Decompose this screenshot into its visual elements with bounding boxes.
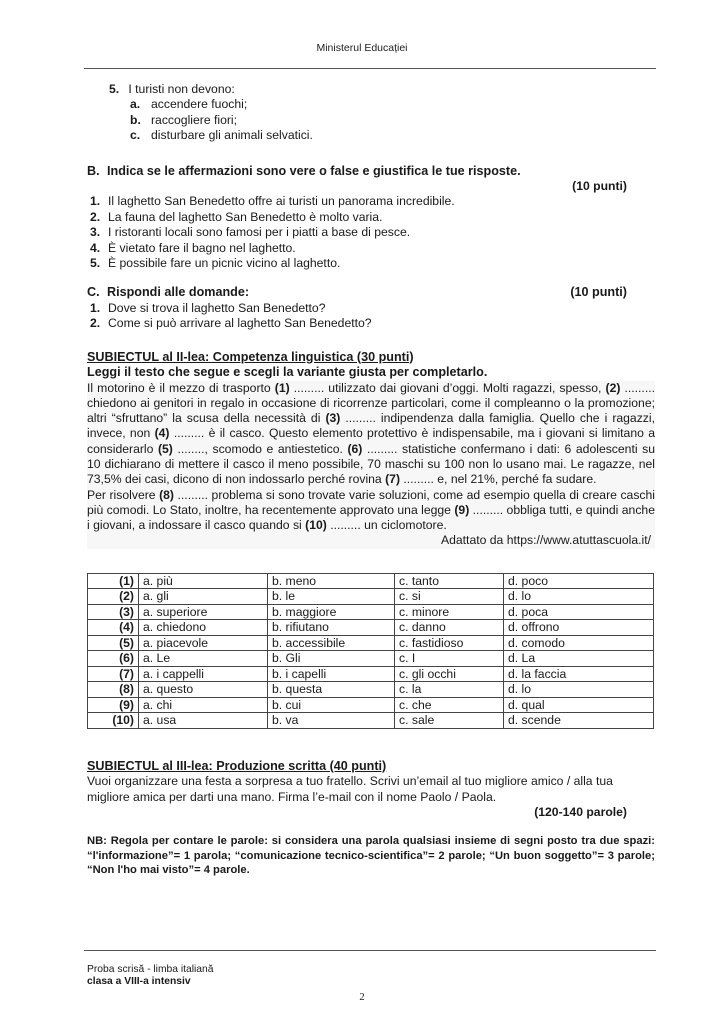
list-item [90,301,655,316]
item-text: I ristoranti locali sono famosi per i piatti a base di pesce. [108,225,411,240]
option-b-cell: b. questa [268,682,395,698]
option-c-cell: c. minore [395,604,504,620]
option-text: raccogliere fiori; [151,112,238,127]
blank-number-cell: (9) [88,697,139,713]
option-b-cell: b. maggiore [268,604,395,620]
table-row [88,573,654,589]
section-c [87,285,655,331]
item-number: 5. [90,256,101,271]
option-letter: b. [130,112,141,127]
table-row [88,682,654,698]
list-item [90,256,655,271]
blank-marker: (6) [347,441,363,456]
option-a-cell: a. superiore [139,604,268,620]
option-b-cell: b. accessibile [268,635,395,651]
option-d-cell: d. La [504,651,654,667]
subject-2-instruction: Leggi il testo che segue e scegli la variante giusta per completarlo. [87,365,488,380]
passage-source: Adattato da https://www.atuttascuola.it/ [440,533,651,548]
table-row [88,713,654,729]
table-row [88,604,654,620]
option-d-cell: d. offrono [504,620,654,636]
item-number: 3. [90,225,101,240]
reading-passage [87,381,655,549]
passage-segment: ......... problema si sono trovate varie soluzioni, come ad esempio quella di creare caschi più comodi. Lo Stato, inoltre, ha recentemente approvato una legge [87,487,655,517]
passage-segment: ......... un ciclomotore. [326,518,447,533]
option-d-cell: d. lo [504,589,654,605]
blank-number-cell: (7) [88,666,139,682]
subject-3 [87,759,655,878]
blank-marker: (5) [157,441,173,456]
subject-2 [87,350,655,729]
option-letter: a. [130,97,141,112]
section-title: Rispondi alle domande: [107,285,250,300]
option-b-cell: b. va [268,713,395,729]
option-d-cell: d. poca [504,604,654,620]
option-c-cell: c. gli occhi [395,666,504,682]
item-text: La fauna del laghetto San Benedetto è molto varia. [108,209,383,224]
blank-number-cell: (2) [88,589,139,605]
item-text: È vietato fare il bagno nel laghetto. [108,240,296,255]
passage-segment: ......... obbliga tutti, e quindi anche i giovani, a indossare il casco quando si [87,502,655,533]
section-b [87,164,655,272]
blank-number-cell: (3) [88,604,139,620]
blank-number-cell: (1) [88,573,139,589]
blank-number-cell: (4) [88,620,139,636]
blank-marker: (10) [305,518,327,533]
option-a-cell: a. chiedono [139,620,268,636]
option-b-cell: b. cui [268,697,395,713]
item-number: 2. [90,316,101,331]
subject-2-title: SUBIECTUL al II-lea: Competenza linguistica (30 punti) [87,349,414,364]
subject-3-title: SUBIECTUL al III-lea: Produzione scritta (40 punti) [87,758,387,773]
page-footer [87,964,213,988]
page-header: Ministerul Educației [316,42,408,54]
blank-marker: (8) [159,487,174,502]
option-a-cell: a. piacevole [139,635,268,651]
section-points: (10 punti) [570,285,627,300]
item-text: È possibile fare un picnic vicino al laghetto. [108,256,341,271]
list-item [90,225,655,240]
page-number: 2 [359,992,365,1003]
item-number: 2. [90,209,101,224]
list-item [90,316,655,331]
blank-number-cell: (8) [88,682,139,698]
footer-divider [84,950,656,951]
option-a-cell: a. chi [139,697,268,713]
item-number: 4. [90,240,101,255]
section-letter: C. [87,285,100,300]
list-item [90,210,655,225]
item-text: Come si può arrivare al laghetto San Benedetto? [108,316,372,331]
option-a-cell: a. questo [139,682,268,698]
passage-segment: Il motorino è il mezzo di trasporto [87,380,275,395]
option-a-cell: a. più [139,573,268,589]
option-d-cell: d. lo [504,682,654,698]
section-points: (10 punti) [572,179,627,194]
option-letter: c. [130,128,141,143]
section-letter: B. [87,163,100,178]
passage-segment: ......... è il casco. Questo elemento protettivo è indispensabile, ma i giovani si limitano a considerarlo [87,426,655,456]
passage-segment: ......... statistiche confermano i dati: 6 adolescenti su 10 dichiarano di mettere il casco il meno possibile, 70 maschi su 100 non lo usano mai. Le ragazze, nel 73,5% dei casi, dicono di non indossarlo perché rovina [87,441,655,487]
option-c-cell: c. che [395,697,504,713]
header-divider [84,68,656,69]
option-c-cell: c. la [395,682,504,698]
blank-marker: (3) [325,411,341,426]
option-d-cell: d. poco [504,573,654,589]
option-b-cell: b. le [268,589,395,605]
table-row [88,635,654,651]
passage-segment: ......... utilizzato dai giovani d’oggi. Molti ragazzi, spesso, [289,380,606,395]
question-number: 5. [109,82,120,96]
option-c-cell: c. fastidioso [395,635,504,651]
passage-segment: ......... indipendenza dalla famiglia. Quello che i ragazzi, invece, non [87,411,655,441]
footer-class: clasa a VIII-a intensiv [87,976,191,987]
word-count-requirement: (120-140 parole) [534,804,627,819]
option-c-cell: c. I [395,651,504,667]
option-a-cell: a. i cappelli [139,666,268,682]
option-b-cell: b. i capelli [268,666,395,682]
option-b-cell: b. Gli [268,651,395,667]
table-row [88,589,654,605]
item-text: Dove si trova il laghetto San Benedetto? [108,300,326,315]
blank-marker: (2) [605,380,621,395]
option-c-cell: c. danno [395,620,504,636]
list-item [90,241,655,256]
page-content [87,82,655,878]
passage-text [87,381,655,534]
table-row [88,666,654,682]
option-a-cell: a. gli [139,589,268,605]
blank-number-cell: (10) [88,713,139,729]
subject-3-task: Vuoi organizzare una festa a sorpresa a tuo fratello. Scrivi un’email al tuo migliore amico / alla tua migliore amica per darti una mano. Firma l’e-mail con il nome Paolo / Paola. [87,774,613,804]
table-row [88,620,654,636]
option-c-cell: c. tanto [395,573,504,589]
option-text: accendere fuochi; [151,97,248,112]
option-a-cell: a. Le [139,651,268,667]
option-c-cell: c. sale [395,713,504,729]
item-number: 1. [90,300,101,315]
option-d-cell: d. la faccia [504,666,654,682]
passage-segment: ......... chiedono ai genitori in regalo in occasione di ricorrenze particolari, come il compleanno o la promozione; altri “sfruttano” la scusa della necessità di [87,380,655,426]
question-5 [87,82,655,144]
blank-marker: (1) [274,380,290,395]
section-title: Indica se le affermazioni sono vere o false e giustifica le tue risposte. [107,163,521,178]
blank-number-cell: (5) [88,635,139,651]
list-item [90,194,655,209]
passage-segment: ......... e, nel 21%, perché fa sudare. [400,472,597,487]
option-b-cell: b. rifiutano [268,620,395,636]
option-a-cell: a. usa [139,713,268,729]
option-d-cell: d. qual [504,697,654,713]
blank-number-cell: (6) [88,651,139,667]
option-c-cell: c. si [395,589,504,605]
option-d-cell: d. comodo [504,635,654,651]
option-text: disturbare gli animali selvatici. [151,128,313,143]
word-count-note: NB: Regola per contare le parole: si considera una parola qualsiasi insieme di segni posto tra due spazi: “l'informazione”= 1 parola; “comunicazione tecnico-scientifica”= 2 parole; “Un buon soggetto”= 3 parole; “Non l'ho mai visto”= 4 parole. [87,835,655,877]
blank-marker: (7) [385,472,401,487]
blank-marker: (4) [154,426,170,441]
table-row [88,651,654,667]
passage-segment: Per risolvere [87,487,160,502]
item-number: 1. [90,194,101,209]
option-d-cell: d. scende [504,713,654,729]
options-table [87,573,654,729]
table-row [88,697,654,713]
item-text: Il laghetto San Benedetto offre ai turisti un panorama incredibile. [108,194,455,209]
blank-marker: (9) [454,502,470,517]
option-b-cell: b. meno [268,573,395,589]
question-text: I turisti non devono: [128,82,235,96]
footer-exam-name: Proba scrisă - limba italiană [87,964,214,975]
passage-segment: ........, scomodo e antiestetico. [172,441,348,456]
